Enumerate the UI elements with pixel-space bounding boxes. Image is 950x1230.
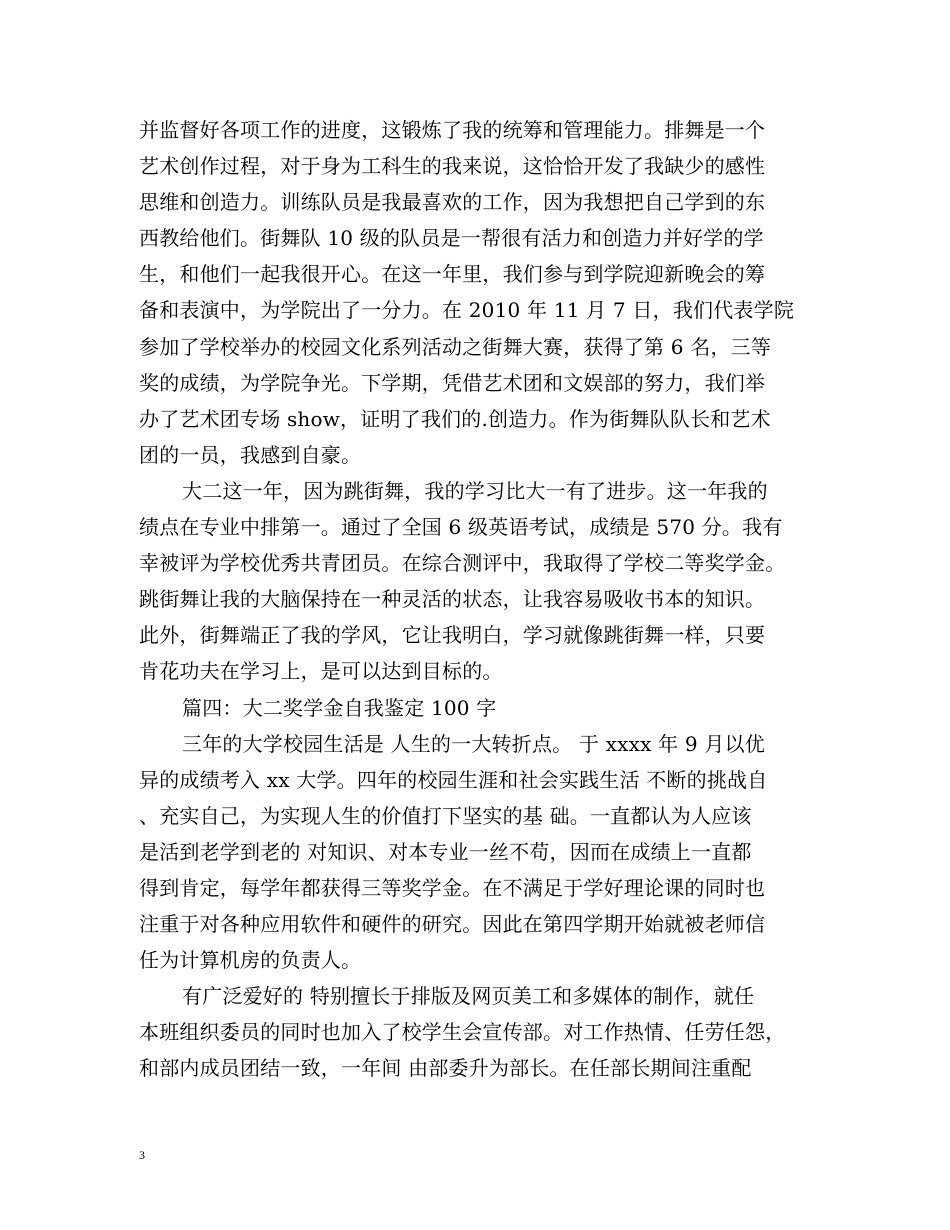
text-line: 、充实自己，为实现人生的价值打下坚实的基 础。一直都认为人应该 (139, 803, 752, 828)
text-line: 本班组织委员的同时也加入了校学生会宣传部。对工作热情、任劳任怨， (139, 1020, 786, 1045)
text-line: 西教给他们。街舞队 10 级的队员是一帮很有活力和创造力并好学的学 (139, 226, 764, 251)
paragraph-start-line: 三年的大学校园生活是 人生的一大转折点。 于 xxxx 年 9 月以优 (182, 731, 765, 756)
text-line: 跳街舞让我的大脑保持在一种灵活的状态，让我容易吸收书本的知识。 (139, 587, 766, 612)
text-line: 参加了学校举办的校园文化系列活动之街舞大赛，获得了第 6 名，三等 (139, 334, 772, 359)
text-line: 并监督好各项工作的进度，这锻炼了我的统筹和管理能力。排舞是一个 (139, 118, 766, 142)
page-number: 3 (139, 1148, 145, 1162)
text-line: 备和表演中，为学院出了一分力。在 2010 年 11 月 7 日，我们代表学院 (139, 298, 795, 323)
text-line: 思维和创造力。训练队员是我最喜欢的工作，因为我想把自己学到的东 (139, 190, 766, 215)
text-line: 团的一员，我感到自豪。 (139, 442, 362, 467)
text-line: 肯花功夫在学习上，是可以达到目标的。 (139, 659, 503, 684)
text-line: 注重于对各种应用软件和硬件的研究。因此在第四学期开始就被老师信 (139, 912, 766, 937)
text-line: 生，和他们一起我很开心。在这一年里，我们参与到学院迎新晚会的筹 (139, 262, 766, 287)
text-line: 奖的成绩，为学院争光。下学期，凭借艺术团和文娱部的努力，我们举 (139, 370, 766, 395)
text-line: 此外，街舞端正了我的学风，它让我明白，学习就像跳街舞一样，只要 (139, 623, 766, 648)
paragraph-start-line: 大二这一年，因为跳街舞，我的学习比大一有了进步。这一年我的 (182, 478, 768, 503)
body-text (139, 112, 829, 1087)
text-line: 幸被评为学校优秀共青团员。在综合测评中，我取得了学校二等奖学金。 (139, 551, 786, 576)
text-line: 任为计算机房的负责人。 (139, 948, 362, 973)
text-line: 艺术创作过程，对于身为工科生的我来说，这恰恰开发了我缺少的感性 (139, 154, 766, 179)
text-line: 异的成绩考入 xx 大学。四年的校园生涯和社会实践生活 不断的挑战自 (139, 767, 768, 792)
text-line: 得到肯定，每学年都获得三等奖学金。在不满足于学好理论课的同时也 (139, 875, 766, 900)
paragraph-start-line: 有广泛爱好的 特别擅长于排版及网页美工和多媒体的制作，就任 (182, 984, 755, 1009)
text-line: 是活到老学到老的 对知识、对本专业一丝不苟，因而在成绩上一直都 (139, 839, 752, 864)
section-heading: 篇四：大二奖学金自我鉴定 100 字 (182, 695, 497, 720)
text-line: 办了艺术团专场 show，证明了我们的.创造力。作为街舞队队长和艺术 (139, 406, 771, 431)
text-line: 和部内成员团结一致，一年间 由部委升为部长。在任部长期间注重配 (139, 1056, 752, 1081)
text-line: 绩点在专业中排第一。通过了全国 6 级英语考试，成绩是 570 分。我有 (139, 515, 783, 540)
